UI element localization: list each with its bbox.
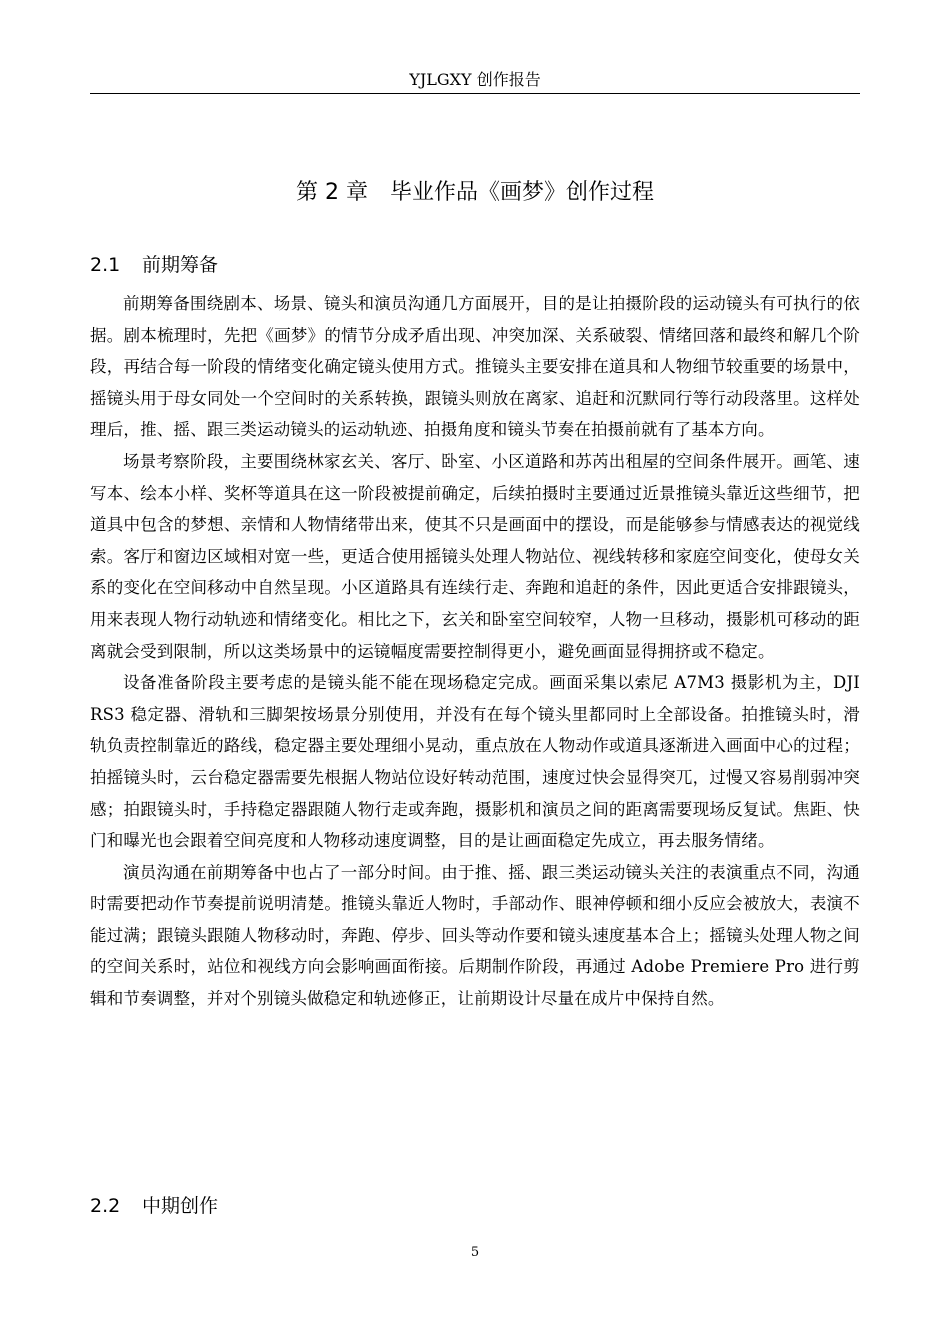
section-title: 前期筹备 [142,254,219,276]
chapter-title: 第 2 章 毕业作品《画梦》创作过程 [296,180,654,205]
section-title: 中期创作 [142,1195,219,1217]
header-rule [90,93,860,94]
running-header: YJLGXY 创作报告 [409,70,541,89]
section-number: 2.1 [90,254,121,276]
page-number: 5 [470,1245,480,1260]
paragraph: 演员沟通在前期筹备中也占了一部分时间。由于推、摇、跟三类运动镜头关注的表演重点不同，沟通时需要把动作节奏提前说明清楚。推镜头靠近人物时，手部动作、眼神停顿和细小反应会被放大，表演不能过满；跟镜头跟随人物移动时，奔跑、停步、回头等动作要和镜头速度基本合上；摇镜头处理人物之间的空间关系时，站位和视线方向会影响画面衔接。后期制作阶段，再通过 Adobe Premiere Pro 进行剪辑和节奏调整，并对个别镜头做稳定和轨迹修正，让前期设计尽量在成片中保持自然。 [90,862,860,1009]
section-heading-2-1 [90,251,218,279]
paragraph: 场景考察阶段，主要围绕林家玄关、客厅、卧室、小区道路和苏芮出租屋的空间条件展开。画笔、速写本、绘本小样、奖杯等道具在这一阶段被提前确定，后续拍摄时主要通过近景推镜头靠近这些细节，把道具中包含的梦想、亲情和人物情绪带出来，使其不只是画面中的摆设，而是能够参与情感表达的视觉线索。客厅和窗边区域相对宽一些，更适合使用摇镜头处理人物站位、视线转移和家庭空间变化，使母女关系的变化在空间移动中自然呈现。小区道路具有连续行走、奔跑和追赶的条件，因此更适合安排跟镜头，用来表现人物行动轨迹和情绪变化。相比之下，玄关和卧室空间较窄，人物一旦移动，摄影机可移动的距离就会受到限制，所以这类场景中的运镜幅度需要控制得更小，避免画面显得拥挤或不稳定。 [90,451,860,661]
paragraph: 设备准备阶段主要考虑的是镜头能不能在现场稳定完成。画面采集以索尼 A7M3 摄影机为主，DJI RS3 稳定器、滑轨和三脚架按场景分别使用，并没有在每个镜头里都同时上全部设备。拍推镜头时，滑轨负责控制靠近的路线，稳定器主要处理细小晃动，重点放在人物动作或道具逐渐进入画面中心的过程；拍摇镜头时，云台稳定器需要先根据人物站位设好转动范围，速度过快会显得突兀，过慢又容易削弱冲突感；拍跟镜头时，手持稳定器跟随人物行走或奔跑，摄影机和演员之间的距离需要现场反复试。焦距、快门和曝光也会跟着空间亮度和人物移动速度调整，目的是让画面稳定先成立，再去服务情绪。 [90,673,860,851]
section-heading-2-2 [90,1192,218,1220]
section-body [90,288,860,1015]
paragraph: 前期筹备围绕剧本、场景、镜头和演员沟通几方面展开，目的是让拍摄阶段的运动镜头有可执行的依据。剧本梳理时，先把《画梦》的情节分成矛盾出现、冲突加深、关系破裂、情绪回落和最终和解几个阶段，再结合每一阶段的情绪变化确定镜头使用方式。推镜头主要安排在道具和人物细节较重要的场景中，摇镜头用于母女同处一个空间时的关系转换，跟镜头则放在离家、追赶和沉默同行等行动段落里。这样处理后，推、摇、跟三类运动镜头的运动轨迹、拍摄角度和镜头节奏在拍摄前就有了基本方向。 [90,294,860,440]
section-number: 2.2 [90,1195,121,1217]
